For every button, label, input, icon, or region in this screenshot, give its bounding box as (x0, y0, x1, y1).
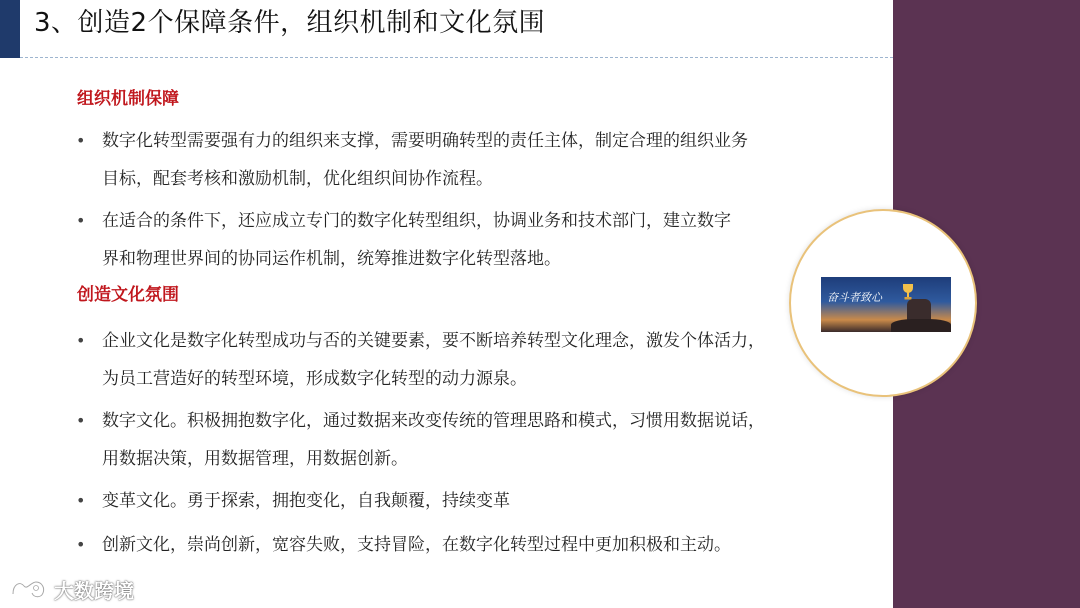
title-divider (20, 57, 893, 58)
bullet-text-line: 在适合的条件下，还应成立专门的数字化转型组织，协调业务和技术部门，建立数字 (102, 211, 731, 231)
list-item (76, 402, 902, 478)
bullet-dot: • (76, 411, 86, 430)
list-item (76, 202, 902, 278)
bullet-dot: • (76, 131, 86, 150)
magnifier-circle (789, 209, 977, 397)
image-caption-text: 奋斗者致心 (827, 291, 882, 304)
bullet-text-line: 数字化转型需要强有力的组织来支撑，需要明确转型的责任主体，制定合理的组织业务 (102, 131, 748, 151)
rock-silhouette (891, 319, 951, 332)
watermark (10, 574, 134, 604)
bullet-dot: • (76, 211, 86, 230)
brand-logo-icon (10, 576, 48, 602)
section-heading-org: 组织机制保障 (77, 89, 179, 109)
bullet-text-line: 目标，配套考核和激励机制，优化组织间协作流程。 (102, 169, 493, 189)
list-item (76, 526, 902, 564)
bullet-text-line: 变革文化。勇于探索，拥抱变化，自我颠覆，持续变革 (102, 491, 510, 511)
bullet-text-line: 为员工营造好的转型环境，形成数字化转型的动力源泉。 (102, 369, 527, 389)
section-heading-culture: 创造文化氛围 (77, 285, 179, 305)
bullet-text-line: 企业文化是数字化转型成功与否的关键要素，要不断培养转型文化理念，激发个体活力， (102, 331, 765, 351)
watermark-text: 大数跨境 (54, 578, 134, 603)
title-accent-bar (0, 0, 20, 58)
bullet-dot: • (76, 535, 86, 554)
bullet-text-line: 数字文化。积极拥抱数字化，通过数据来改变传统的管理思路和模式，习惯用数据说话， (102, 411, 765, 431)
list-item (76, 322, 902, 398)
bullet-dot: • (76, 331, 86, 350)
bullet-text-line: 创新文化，崇尚创新，宽容失败，支持冒险，在数字化转型过程中更加积极和主动。 (102, 535, 731, 555)
bullet-dot: • (76, 491, 86, 510)
bullet-text-line: 用数据决策，用数据管理，用数据创新。 (102, 449, 408, 469)
list-item (76, 122, 902, 198)
list-item (76, 482, 902, 520)
bullet-text-line: 界和物理世界间的协同运作机制，统筹推进数字化转型落地。 (102, 249, 561, 269)
motivational-image (821, 277, 951, 332)
slide-title: 3、创造2个保障条件，组织机制和文化氛围 (34, 8, 546, 38)
